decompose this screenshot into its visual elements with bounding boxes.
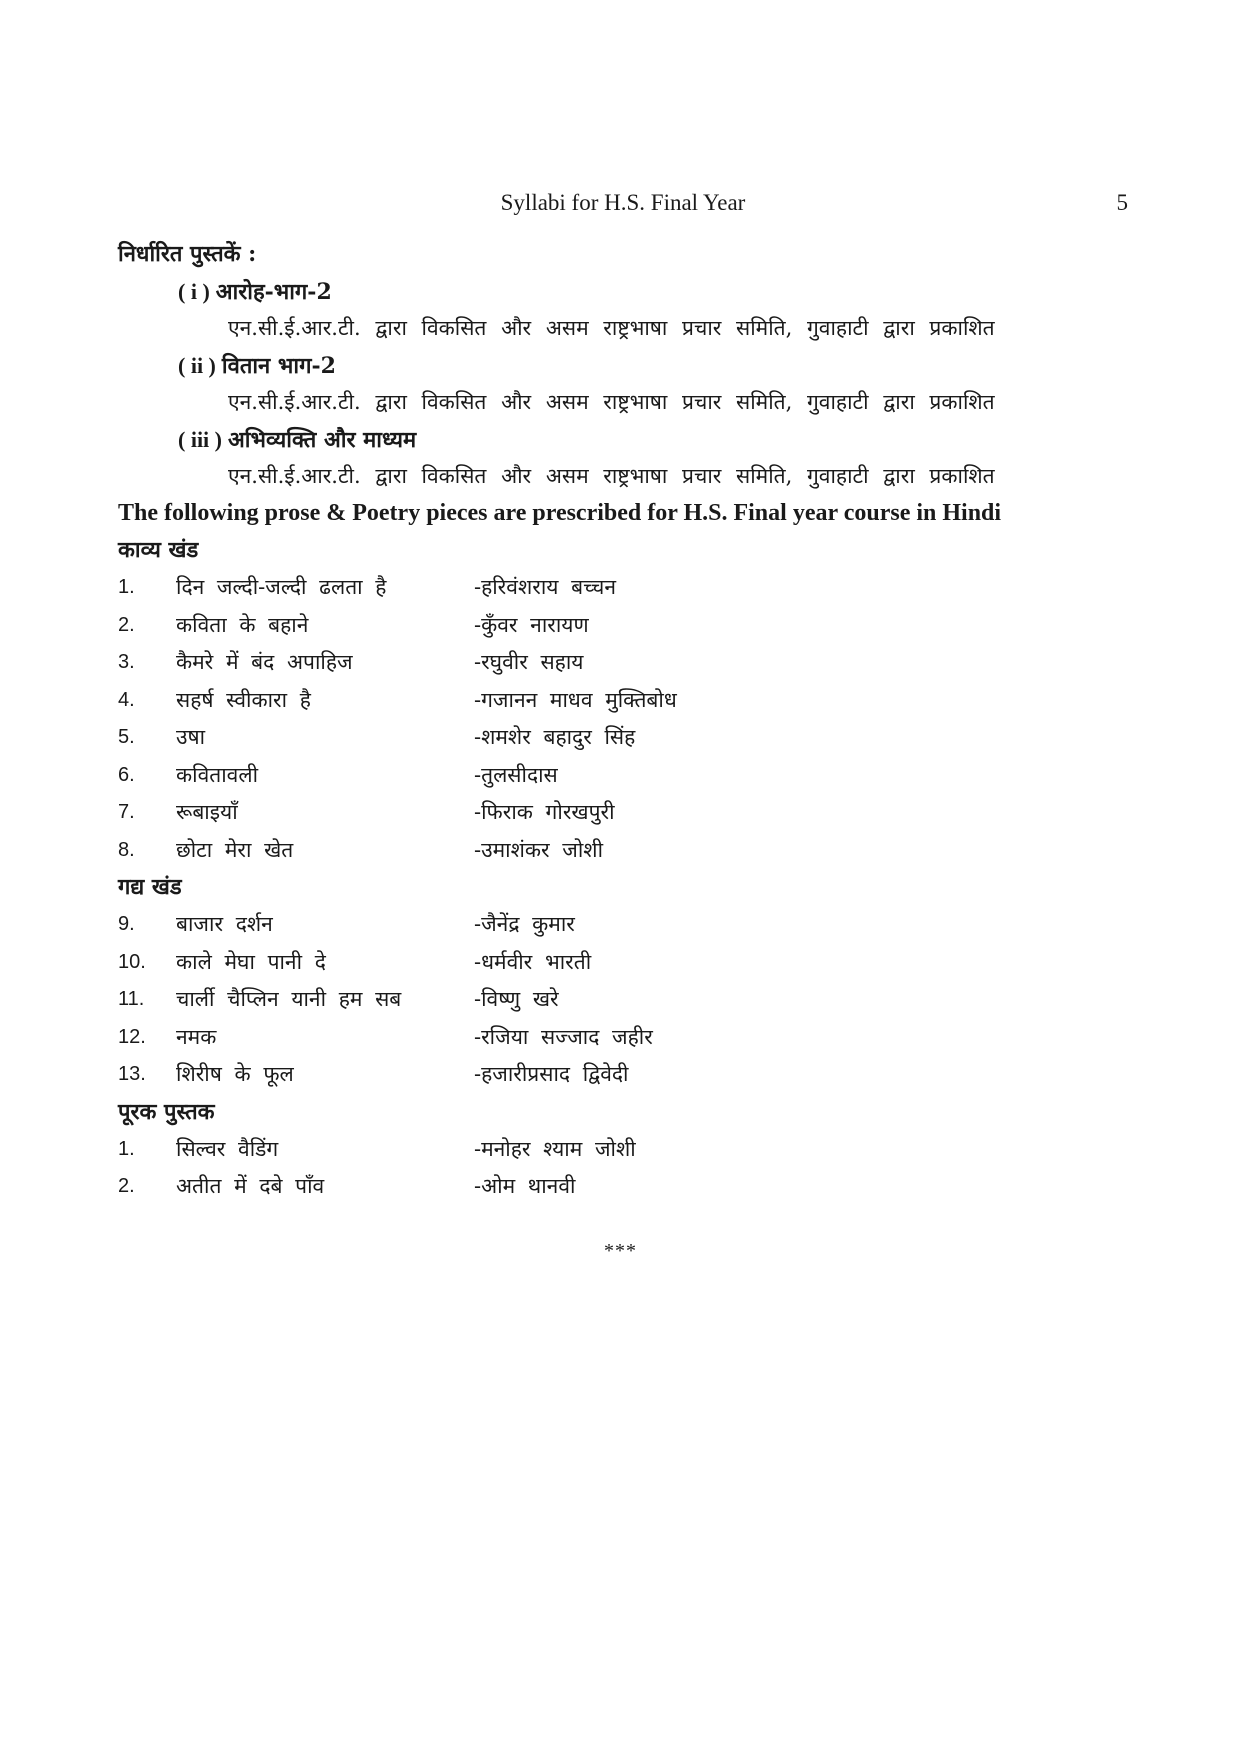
list-item — [118, 1019, 1128, 1057]
book-description: एन.सी.ई.आर.टी. द्वारा विकसित और असम राष्ट्रभाषा प्रचार समिति, गुवाहाटी द्वारा प्रकाशित — [228, 390, 995, 414]
list-item — [118, 1131, 1128, 1169]
item-author: -फिराक गोरखपुरी — [474, 800, 615, 824]
header-title: Syllabi for H.S. Final Year — [500, 190, 746, 215]
item-number: 1. — [118, 576, 135, 598]
list-item — [118, 981, 1128, 1019]
item-author: -मनोहर श्याम जोशी — [474, 1136, 636, 1161]
list-item — [118, 569, 1128, 607]
book-name: आरोह-भाग-2 — [215, 279, 332, 305]
item-number: 9. — [118, 913, 135, 935]
item-title: काले मेघा पानी दे — [176, 949, 326, 974]
list-item — [118, 644, 1128, 682]
item-title: अतीत में दबे पाँव — [176, 1174, 325, 1198]
list-item — [118, 944, 1128, 982]
book-entry — [118, 347, 1128, 421]
item-number: 6. — [118, 763, 135, 786]
item-number: 12. — [118, 1025, 146, 1048]
book-title — [118, 273, 1128, 310]
book-description: एन.सी.ई.आर.टी. द्वारा विकसित और असम राष्ट्रभाषा प्रचार समिति, गुवाहाटी द्वारा प्रकाशित — [228, 316, 995, 340]
book-number: ( ii ) — [178, 353, 216, 378]
item-title: सहर्ष स्वीकारा है — [176, 687, 311, 712]
item-author: -उमाशंकर जोशी — [474, 837, 604, 862]
item-number: 3. — [118, 651, 135, 673]
item-title: दिन जल्दी-जल्दी ढलता है — [176, 575, 387, 599]
list-item — [118, 832, 1128, 870]
book-name: वितान भाग-2 — [221, 353, 336, 379]
book-name: अभिव्यक्ति और माध्यम — [228, 427, 417, 453]
item-title: चार्ली चैप्लिन यानी हम सब — [176, 987, 402, 1011]
prescribed-books-heading: निर्धारित पुस्तकें : — [118, 241, 257, 267]
item-author: -धर्मवीर भारती — [474, 949, 592, 974]
prescribed-pieces-note: The following prose & Poetry pieces are prescribed for H.S. Final year course in Hindi — [118, 500, 1002, 526]
list-item — [118, 794, 1128, 832]
item-title: रूबाइयाँ — [176, 800, 238, 824]
item-author: -कुँवर नारायण — [474, 612, 589, 637]
item-title: बाजार दर्शन — [176, 912, 273, 936]
page-content — [118, 236, 1128, 1206]
item-number: 7. — [118, 801, 135, 823]
list-item — [118, 906, 1128, 944]
section-heading: पूरक पुस्तक — [118, 1098, 215, 1125]
page-header — [118, 186, 1128, 220]
item-number: 10. — [118, 950, 146, 973]
list-item — [118, 757, 1128, 795]
item-author: -जैनेंद्र कुमार — [474, 912, 575, 936]
list-item — [118, 1056, 1128, 1094]
item-number: 1. — [118, 1137, 135, 1160]
item-title: छोटा मेरा खेत — [176, 837, 294, 862]
book-description: एन.सी.ई.आर.टी. द्वारा विकसित और असम राष्ट्रभाषा प्रचार समिति, गुवाहाटी द्वारा प्रकाशित — [228, 464, 995, 488]
section-poetry — [118, 532, 1128, 869]
section-heading: काव्य खंड — [118, 537, 199, 563]
book-entry — [118, 273, 1128, 347]
item-author: -हरिवंशराय बच्चन — [474, 575, 617, 599]
item-author: -गजानन माधव मुक्तिबोध — [474, 687, 677, 712]
section-heading: गद्य खंड — [118, 874, 182, 900]
item-number: 5. — [118, 726, 135, 748]
item-title: कविता के बहाने — [176, 612, 309, 637]
list-item — [118, 682, 1128, 720]
item-title: नमक — [176, 1024, 217, 1049]
book-number: ( iii ) — [178, 427, 222, 452]
item-title: उषा — [176, 725, 206, 749]
section-supplementary — [118, 1094, 1128, 1206]
item-number: 13. — [118, 1063, 146, 1085]
item-number: 11. — [118, 988, 145, 1010]
list-item — [118, 1168, 1128, 1206]
item-title: कवितावली — [176, 762, 259, 787]
item-author: -शमशेर बहादुर सिंह — [474, 725, 636, 749]
item-title: कैमरे में बंद अपाहिज — [176, 650, 353, 674]
item-title: सिल्वर वैडिंग — [176, 1136, 279, 1161]
item-title: शिरीष के फूल — [176, 1062, 294, 1086]
item-author: -विष्णु खरे — [474, 987, 559, 1011]
section-prose — [118, 869, 1128, 1094]
item-author: -ओम थानवी — [474, 1174, 576, 1198]
page-number: 5 — [1116, 190, 1128, 215]
book-title — [118, 421, 1128, 458]
book-entry — [118, 421, 1128, 495]
book-number: ( i ) — [178, 279, 210, 304]
item-author: -हजारीप्रसाद द्विवेदी — [474, 1062, 629, 1086]
book-title — [118, 347, 1128, 384]
item-number: 2. — [118, 1175, 135, 1197]
item-number: 2. — [118, 613, 135, 636]
item-author: -रघुवीर सहाय — [474, 650, 584, 674]
list-item — [118, 719, 1128, 757]
item-number: 8. — [118, 838, 135, 861]
item-author: -रजिया सज्जाद जहीर — [474, 1024, 653, 1049]
list-item — [118, 607, 1128, 645]
item-author: -तुलसीदास — [474, 762, 558, 787]
item-number: 4. — [118, 688, 135, 711]
end-mark: *** — [604, 1240, 637, 1262]
